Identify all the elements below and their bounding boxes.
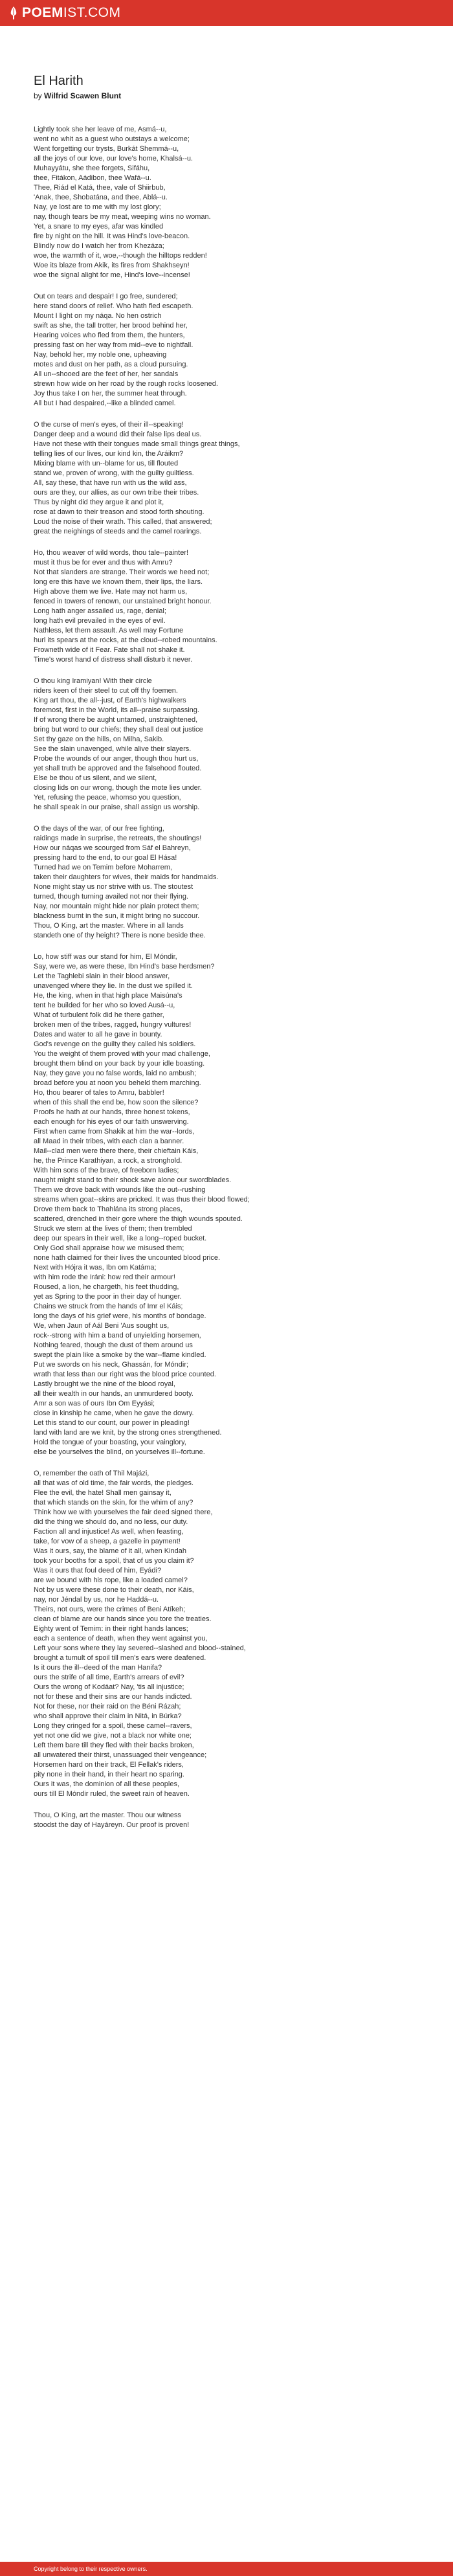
- poem-line: Hold the tongue of your boasting, your vainglory,: [34, 1439, 186, 1446]
- poem-line: broken men of the tribes, ragged, hungry vultures!: [34, 1021, 192, 1029]
- poem-line: Proofs he hath at our hands, three honest tokens,: [34, 1108, 190, 1116]
- poem-line: long hath evil prevailed in the eyes of evil.: [34, 617, 166, 625]
- poem-line: scattered, drenched in their gore where the thigh wounds spouted.: [34, 1215, 243, 1223]
- poem-line: Blindly now do I watch her from Khezáza;: [34, 242, 164, 250]
- poem-line: King art thou, the all--just, of Earth's highwalkers: [34, 697, 186, 704]
- poem-line: Only God shall appraise how we misused them;: [34, 1244, 184, 1252]
- poem-line: Time's worst hand of distress shall disturb it never.: [34, 656, 193, 664]
- poem-line: Nothing feared, though the dust of them around us: [34, 1341, 193, 1349]
- poem-line: all Maad in their tribes, with each clan a banner.: [34, 1137, 184, 1145]
- poem-line: are we bound with his rope, like a loaded camel?: [34, 1576, 188, 1584]
- poem-line: long ere this have we known them, their lips, the liars.: [34, 578, 203, 586]
- poem-line: O, remember the oath of Thil Majázi,: [34, 1470, 149, 1477]
- poem-line: Ho, thou bearer of tales to Amru, babbler!: [34, 1089, 164, 1097]
- poem-line: O the curse of men's eyes, of their ill--speaking!: [34, 421, 184, 429]
- poem-line: who shall approve their claim in Nitá, in Búrka?: [34, 1712, 182, 1720]
- poem-line: yet shall truth be approved and the falsehood flouted.: [34, 765, 202, 772]
- poem-line: Was it ours that foul deed of him, Eyádi?: [34, 1567, 162, 1574]
- poem-line: Nay, ye lost are to me with my lost glory;: [34, 203, 161, 211]
- poem-line: Lightly took she her leave of me, Asmá--u,: [34, 126, 167, 133]
- poem-line: All but I had despaired,--like a blinded camel.: [34, 399, 176, 407]
- poem-line: yet as Spring to the poor in their day of hunger.: [34, 1293, 182, 1301]
- poem-line: Long they cringed for a spoil, these camel--ravers,: [34, 1722, 192, 1730]
- poem-line: swift as she, the tall trotter, her brood behind her,: [34, 322, 188, 330]
- poem-stanza: [34, 824, 453, 941]
- poem-line: High above them we live. Hate may not harm us,: [34, 588, 188, 596]
- poem-line: Probe the wounds of our anger, though thou hurt us,: [34, 755, 199, 763]
- poem-line: each a sentence of death, when they went against you,: [34, 1635, 208, 1642]
- poem-line: Yet, a snare to my eyes, afar was kindled: [34, 223, 164, 230]
- poem-line: Long hath anger assailed us, rage, denial;: [34, 607, 166, 615]
- poem-line: Lo, how stiff was our stand for him, El Móndir,: [34, 953, 177, 961]
- byline-prefix: by: [34, 91, 45, 100]
- poem-line: bring but word to our chiefs; they shall deal out justice: [34, 726, 203, 734]
- poem-line: Left them bare till they fled with their backs broken,: [34, 1742, 194, 1749]
- poem-line: O the days of the war, of our free fighting,: [34, 825, 164, 833]
- poem-line: Thee, Riád el Katá, thee, vale of Shiirbub,: [34, 184, 166, 192]
- poem-line: nay, though tears be my meat, weeping wins no woman.: [34, 213, 211, 221]
- poem-line: went no whit as a guest who outstays a welcome;: [34, 135, 190, 143]
- poem-line: close in kinship he came, when he gave the dowry.: [34, 1409, 194, 1417]
- poem-line: blackness burnt in the sun, it might bring no succour.: [34, 912, 200, 920]
- poem-byline: [34, 91, 453, 100]
- poem-line: He, the king, when in that high place Maisúna's: [34, 992, 182, 1000]
- poem-line: here stand doors of relief. Who hath fled escapeth.: [34, 302, 193, 310]
- poem-line: Ours it was, the dominion of all these peoples,: [34, 1780, 180, 1788]
- poem-line: Nay, nor mountain might hide nor plain protect them;: [34, 902, 199, 910]
- poem-line: Dates and water to all he gave in bounty.: [34, 1031, 162, 1038]
- site-header: [0, 0, 453, 26]
- poem-line: stoodst the day of Hayáreyn. Our proof is proven!: [34, 1821, 190, 1829]
- poem-line: none hath claimed for their lives the uncounted blood price.: [34, 1254, 221, 1262]
- poem-line: If of wrong there be aught untamed, unstraightened,: [34, 716, 198, 724]
- poem-line: great the neighings of steeds and the camel roarings.: [34, 528, 202, 535]
- poem-line: stand we, proven of wrong, with the guilty guiltless.: [34, 469, 194, 477]
- poem-line: Not for these, nor their raid on the Béni Rázah;: [34, 1703, 181, 1710]
- poem-line: clean of blame are our hands since you tore the treaties.: [34, 1615, 212, 1623]
- poem-line: Nay, they gave you no false words, laid no ambush;: [34, 1070, 197, 1077]
- poem-line: rock--strong with him a band of unyielding horsemen,: [34, 1332, 201, 1339]
- poem-line: Think how we with yourselves the fair deed signed there,: [34, 1508, 213, 1516]
- poem-line: None might stay us nor strive with us. The stoutest: [34, 883, 193, 891]
- poem-line: You the weight of them proved with your mad challenge,: [34, 1050, 210, 1058]
- poem-line: Let this stand to our count, our power in pleading!: [34, 1419, 190, 1427]
- poem-line: Danger deep and a wound did their false lips deal us.: [34, 431, 202, 438]
- poem-stanza: [34, 952, 453, 1457]
- poem-line: hurl its spears at the rocks, at the cloud--robed mountains.: [34, 636, 217, 644]
- poem-line: Thou, O King, art the master. Where in all lands: [34, 922, 184, 930]
- poem-body: [34, 125, 453, 1830]
- poem-line: each enough for his eyes of our faith unswerving.: [34, 1118, 189, 1126]
- poem-line: tent he builded for her who so loved Ausá--u,: [34, 1002, 175, 1009]
- logo-light: IST.COM: [63, 5, 121, 20]
- poem-line: telling lies of our lives, our kind kin, the Aráikm?: [34, 450, 184, 458]
- poem-line: unavenged where they lie. In the dust we spilled it.: [34, 982, 193, 990]
- poem-line: Nay, behold her, my noble one, upheaving: [34, 351, 167, 359]
- site-footer: [0, 2562, 453, 2576]
- poem-line: when of this shall the end be, how soon the silence?: [34, 1099, 199, 1106]
- poem-line: taken their daughters for wives, their maids for handmaids.: [34, 873, 219, 881]
- poem-line: Frowneth wide of it Fear. Fate shall not shake it.: [34, 646, 185, 654]
- poem-line: Hearing voices who fled from them, the hunters,: [34, 331, 185, 339]
- site-logo[interactable]: [22, 5, 121, 21]
- poem-line: rose at dawn to their treason and stood forth shouting.: [34, 508, 204, 516]
- quill-pen-icon: [9, 6, 18, 19]
- poem-line: Left your sons where they lay severed--slashed and blood--stained,: [34, 1644, 246, 1652]
- poem-line: Not that slanders are strange. Their words we heed not;: [34, 568, 210, 576]
- poem-line: We, when Jaun of Aál Beni 'Aus sought us,: [34, 1322, 170, 1330]
- poem-line: all that was of old time, the fair words, the pledges.: [34, 1479, 194, 1487]
- poem-line: that which stands on the skin, for the whim of any?: [34, 1499, 193, 1506]
- poem-line: foremost, first in the World, its all--praise surpassing.: [34, 706, 199, 714]
- poem-line: deep our spears in their well, like a long--roped bucket.: [34, 1235, 207, 1242]
- poem-line: brought them blind on your back by your idle boasting.: [34, 1060, 205, 1068]
- poem-line: woe the signal alight for me, Hind's love--incense!: [34, 271, 190, 279]
- poem-stanza: [34, 677, 453, 812]
- poem-line: not for these and their sins are our hands indicted.: [34, 1693, 192, 1701]
- poem-line: Is it ours the ill--deed of the man Hanifa?: [34, 1664, 162, 1672]
- poem-line: Nathless, let them assault. As well may Fortune: [34, 627, 184, 634]
- poem-line: Put we swords on his neck, Ghassán, for Móndir;: [34, 1361, 189, 1369]
- poem-line: 'Anak, thee, Shobatána, and thee, Ablá--u.: [34, 194, 168, 201]
- poem-line: naught might stand to their shock save alone our swordblades.: [34, 1176, 232, 1184]
- poem-line: nay, nor Jéndal by us, nor he Haddá--u.: [34, 1596, 159, 1604]
- poem-line: Flee the evil, the hate! Shall men gainsay it,: [34, 1489, 171, 1497]
- poem-line: Went forgetting our trysts, Burkát Shemmá--u,: [34, 145, 179, 153]
- poem-line: Set thy gaze on the hills, on Milha, Sakib.: [34, 735, 164, 743]
- poem-line: all unwatered their thirst, unassuaged their vengeance;: [34, 1751, 207, 1759]
- poem-line: all their wealth in our hands, an unmurdered booty.: [34, 1390, 193, 1398]
- poem-line: God's revenge on the guilty they called his soldiers.: [34, 1040, 196, 1048]
- poem-stanza: [34, 1469, 453, 1799]
- poem-line: motes and dust on her path, as a cloud pursuing.: [34, 361, 188, 368]
- poem-line: Loud the noise of their wrath. This called, that answered;: [34, 518, 212, 526]
- poem-line: took your booths for a spoil, that of us you claim it?: [34, 1557, 194, 1565]
- poem-line: Let the Taghlebi slain in their blood answer,: [34, 972, 170, 980]
- poem-line: Chains we struck from the hands of Imr el Káis;: [34, 1303, 183, 1310]
- poem-content: [0, 74, 453, 1830]
- poem-line: ours are they, our allies, as our own tribe their tribes.: [34, 489, 199, 497]
- poem-line: ours till El Móndir ruled, the sweet rain of heaven.: [34, 1790, 190, 1798]
- poem-line: land with land are we knit, by the strong ones strengthened.: [34, 1429, 222, 1437]
- poem-line: Amr a son was of ours Ibn Om Eyyási;: [34, 1400, 155, 1407]
- poem-line: ours the strife of all time, Earth's arrears of evil?: [34, 1674, 184, 1681]
- poem-line: with him rode the Iráni: how red their armour!: [34, 1273, 175, 1281]
- poem-line: Ho, thou weaver of wild words, thou tale--painter!: [34, 549, 189, 557]
- poem-line: Thus by night did they argue it and plot it,: [34, 498, 164, 506]
- poem-line: Struck we stern at the lives of them; then trembled: [34, 1225, 192, 1233]
- poem-line: All, say these, that have run with us the wild ass,: [34, 479, 187, 487]
- poem-line: closing lids on our wrong, though the mote lies under.: [34, 784, 202, 792]
- poem-line: Mail--clad men were there there, their chieftain Káis,: [34, 1147, 199, 1155]
- poem-line: Faction all and injustice! As well, when feasting,: [34, 1528, 184, 1536]
- poem-line: he, the Prince Karathiyan, a rock, a stronghold.: [34, 1157, 182, 1165]
- poem-stanza: [34, 125, 453, 280]
- poem-line: All un--shooed are the feet of her, her sandals: [34, 370, 179, 378]
- poem-line: strewn how wide on her road by the rough rocks loosened.: [34, 380, 218, 388]
- poem-line: riders keen of their steel to cut off thy foemen.: [34, 687, 178, 695]
- poem-line: Was it ours, say, the blame of it all, when Kindah: [34, 1547, 187, 1555]
- poem-line: First when came from Shakik at him the war--lords,: [34, 1128, 195, 1136]
- poem-line: Have not these with their tongues made small things great things,: [34, 440, 240, 448]
- poem-line: must it thus be for ever and thus with Amru?: [34, 559, 173, 566]
- poem-line: Roused, a lion, he chargeth, his feet thudding,: [34, 1283, 179, 1291]
- poem-line: Else be thou of us silent, and we silent,: [34, 774, 157, 782]
- poem-line: Drove them back to Thahlána its strong places,: [34, 1205, 182, 1213]
- poem-line: broad before you at noon you beheld them marching.: [34, 1079, 201, 1087]
- poem-line: Muhayyátu, she thee forgets, Sifáhu,: [34, 164, 150, 172]
- poem-line: Say, were we, as were these, Ibn Hind's base herdsmen?: [34, 963, 215, 970]
- poem-line: O thou king Iramiyan! With their circle: [34, 677, 152, 685]
- poem-line: wrath that less than our right was the blood price counted.: [34, 1371, 216, 1378]
- poem-line: swept the plain like a smoke by the war--flame kindled.: [34, 1351, 206, 1359]
- poem-line: Horsemen hard on their track, El Fellak's riders,: [34, 1761, 184, 1769]
- poem-stanza: [34, 292, 453, 409]
- poem-title: El Harith: [34, 74, 83, 88]
- poem-line: streams when goat--skins are pricked. It was thus their blood flowed;: [34, 1196, 250, 1204]
- poem-line: pressing fast on her way from mid--eve to nightfall.: [34, 341, 193, 349]
- poem-line: Theirs, not ours, were the crimes of Beni Atíkeh;: [34, 1606, 186, 1613]
- poem-line: raidings made in surprise, the retreats, the shoutings!: [34, 834, 202, 842]
- poem-line: How our náqas we scourged from Sáf el Bahreyn,: [34, 844, 191, 852]
- poem-line: Lastly brought we the nine of the blood royal,: [34, 1380, 175, 1388]
- poem-line: See the slain unavenged, while alive their slayers.: [34, 745, 192, 753]
- poem-line: take, for vow of a sheep, a gazelle in payment!: [34, 1538, 181, 1545]
- poem-line: pressing hard to the end, to our goal El Hása!: [34, 854, 177, 862]
- footer-copyright: Copyright belong to their respective owners.: [34, 2566, 148, 2572]
- poem-line: did the thing we should do, and no less, our duty.: [34, 1518, 188, 1526]
- poem-line: fire by night on the hill. It was Hind's love-beacon.: [34, 232, 190, 240]
- poem-stanza: [34, 1811, 453, 1830]
- poem-line: yet not one did we give, not a black nor white one;: [34, 1732, 192, 1740]
- poem-author[interactable]: Wilfrid Scawen Blunt: [44, 91, 122, 100]
- poem-line: fenced in towers of renown, our unstained bright honour.: [34, 598, 212, 605]
- poem-line: Ours the wrong of Kodáat? Nay, 'tis all injustice;: [34, 1683, 184, 1691]
- poem-line: thee, Fitákon, Aádibon, thee Wafá--u.: [34, 174, 151, 182]
- poem-line: Yet, refusing the peace, whomso you question,: [34, 794, 181, 801]
- poem-line: all the joys of our love, our love's home, Khalsá--u.: [34, 155, 193, 162]
- poem-line: Them we drove back with wounds like the out--rushing: [34, 1186, 206, 1194]
- poem-line: Thou, O King, art the master. Thou our witness: [34, 1811, 181, 1819]
- poem-line: Next with Hójra it was, Ibn om Katáma;: [34, 1264, 157, 1271]
- poem-line: else be yourselves the blind, on yourselves ill--fortune.: [34, 1448, 205, 1456]
- poem-line: What of turbulent folk did he there gather,: [34, 1011, 164, 1019]
- poem-line: Mount I light on my náqa. No hen ostrich: [34, 312, 162, 320]
- poem-line: he shall speak in our praise, shall assign us worship.: [34, 803, 200, 811]
- poem-line: brought a tumult of spoil till men's ears were deafened.: [34, 1654, 206, 1662]
- poem-line: Mixing blame with un--blame for us, till flouted: [34, 460, 179, 467]
- poem-line: Out on tears and despair! I go free, sundered;: [34, 293, 178, 300]
- poem-line: standeth one of thy height? There is none beside thee.: [34, 932, 206, 939]
- poem-line: woe, the warmth of it, woe,--though the hilltops redden!: [34, 252, 207, 260]
- poem-line: turned, though turning availed not nor their flying.: [34, 893, 189, 901]
- poem-stanza: [34, 420, 453, 537]
- poem-line: Joy thus take I on her, the summer heat through.: [34, 390, 187, 398]
- poem-line: Not by us were these done to their death, nor Káis,: [34, 1586, 194, 1594]
- poem-stanza: [34, 548, 453, 665]
- poem-line: Woe its blaze from Akik, its fires from Shakhseyn!: [34, 262, 190, 269]
- poem-line: Turned had we on Temim before Moharrem,: [34, 864, 172, 871]
- poem-line: With him sons of the brave, of freeborn ladies;: [34, 1167, 179, 1174]
- poem-line: Eighty went of Temim: in their right hands lances;: [34, 1625, 188, 1633]
- poem-line: pity none in their hand, in their heart no sparing.: [34, 1771, 184, 1778]
- poem-line: long the days of his grief were, his months of bondage.: [34, 1312, 206, 1320]
- logo-bold: POEM: [22, 5, 63, 20]
